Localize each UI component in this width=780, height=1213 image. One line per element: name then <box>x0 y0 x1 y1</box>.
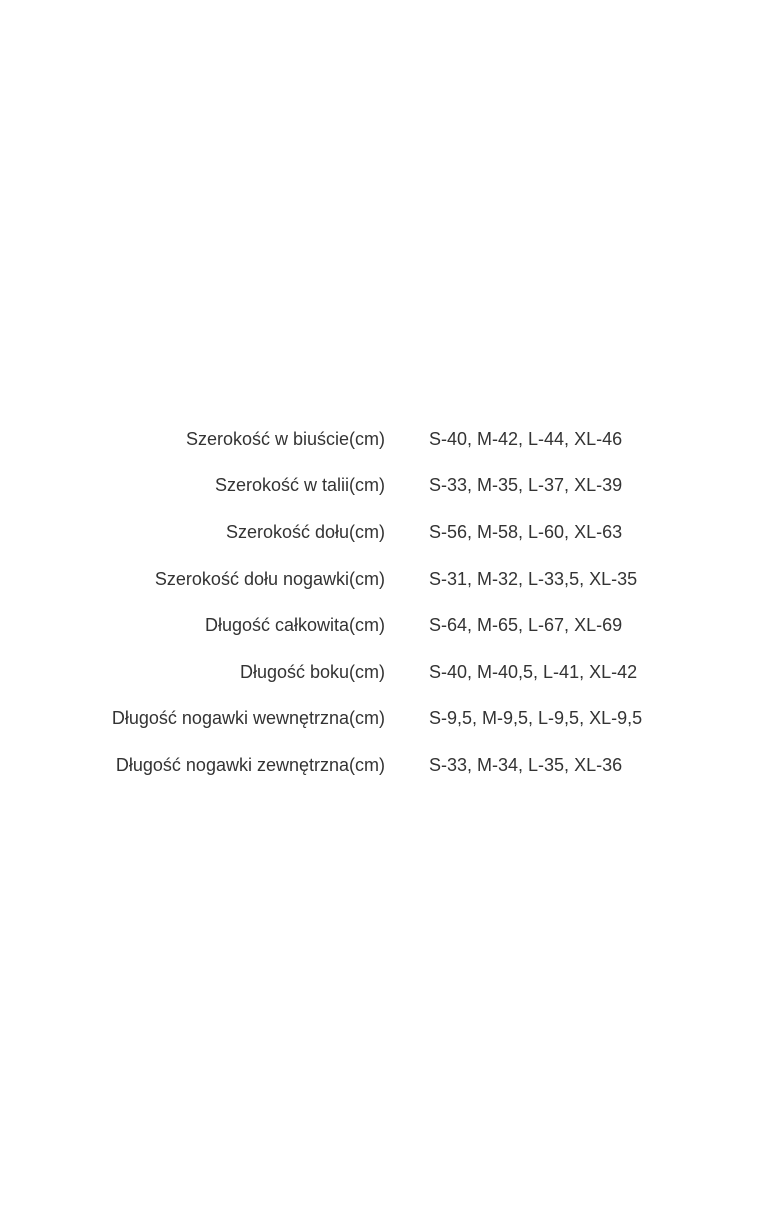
row-label: Długość nogawki wewnętrzna(cm) <box>111 708 385 729</box>
row-value: S-64, M-65, L-67, XL-69 <box>429 615 623 636</box>
row-label: Długość nogawki zewnętrzna(cm) <box>115 754 385 775</box>
row-label: Szerokość dołu(cm) <box>225 521 385 542</box>
size-row-total-length <box>0 602 780 649</box>
row-value: S-33, M-35, L-37, XL-39 <box>429 475 623 496</box>
size-row-leg-opening-width <box>0 556 780 603</box>
size-row-waist-width <box>0 463 780 510</box>
row-value: S-9,5, M-9,5, L-9,5, XL-9,5 <box>429 708 643 729</box>
size-table <box>0 416 780 789</box>
row-label: Długość boku(cm) <box>239 661 385 682</box>
size-row-inseam-length <box>0 696 780 743</box>
size-row-bust-width <box>0 416 780 463</box>
row-label: Szerokość w biuście(cm) <box>185 428 385 449</box>
row-value: S-33, M-34, L-35, XL-36 <box>429 754 623 775</box>
row-label: Szerokość dołu nogawki(cm) <box>154 568 385 589</box>
row-value: S-40, M-42, L-44, XL-46 <box>429 428 623 449</box>
row-value: S-31, M-32, L-33,5, XL-35 <box>429 568 638 589</box>
row-label: Długość całkowita(cm) <box>204 615 385 636</box>
size-row-side-length <box>0 649 780 696</box>
size-row-outseam-length <box>0 742 780 789</box>
size-row-bottom-width <box>0 509 780 556</box>
row-value: S-56, M-58, L-60, XL-63 <box>429 521 623 542</box>
row-label: Szerokość w talii(cm) <box>214 475 385 496</box>
row-value: S-40, M-40,5, L-41, XL-42 <box>429 661 638 682</box>
